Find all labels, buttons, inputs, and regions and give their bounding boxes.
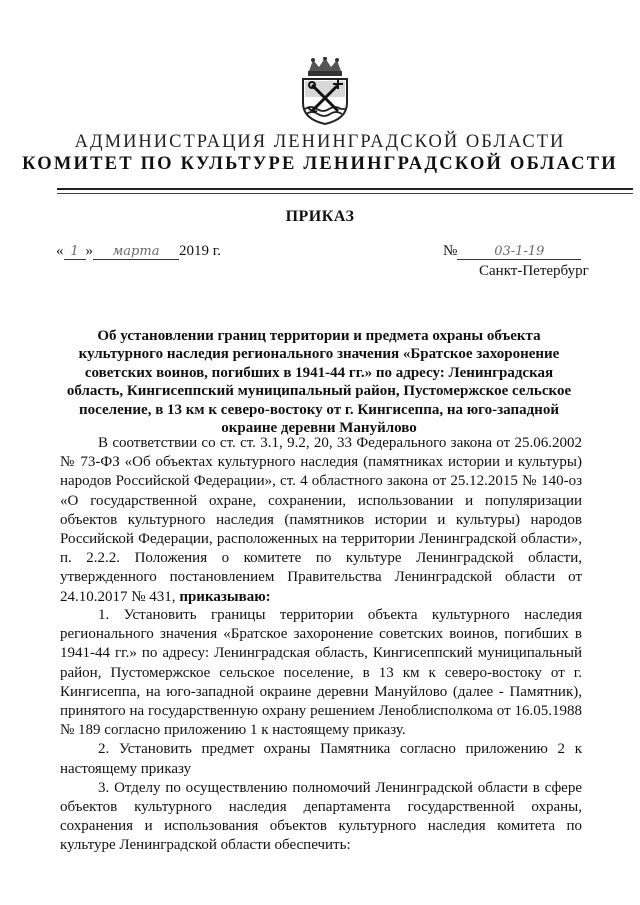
- order-item-2: 2. Установить предмет охраны Памятника согласно приложению 2 к настоящему приказу: [60, 741, 582, 777]
- date-year: 2019 г.: [179, 243, 221, 259]
- document-number: [443, 243, 581, 260]
- preamble-paragraph: [60, 434, 582, 607]
- document-title: Об установлении границ территории и предмета охраны объекта культурного наследия регионального значения «Братское захоронение советских воинов, погибших в 1941-44 гг.» по адресу: Ленинградская область, Кингисеппский муниципальный район, Пустомержское сельское поселение, в 13 км к северо-востоку от г. Кингисеппа, на юго-западной окраине деревни Мануйлово: [66, 328, 572, 437]
- document-city: Санкт-Петербург: [479, 263, 589, 279]
- coat-of-arms-icon: [297, 57, 353, 125]
- committee-name: КОМИТЕТ ПО КУЛЬТУРЕ ЛЕНИНГРАДСКОЙ ОБЛАСТИ: [22, 154, 618, 174]
- organization-name: АДМИНИСТРАЦИЯ ЛЕНИНГРАДСКОЙ ОБЛАСТИ: [74, 132, 566, 152]
- document-date: [56, 243, 221, 260]
- date-month: марта: [93, 244, 179, 260]
- order-item-1: 1. Установить границы территории объекта культурного наследия регионального значения «Братское захоронение советских воинов, погибших в 1941-44 гг.» по адресу: Ленинградская область, Кингисеппский муниципальный район, Пустомержское сельское поселение, в 13 км к северо-востоку от г. Кингисеппа, на юго-западной окраине деревни Мануйлово (далее - Памятник), принятого на государственную охрану решением Леноблисполкома от 16.05.1988 № 189 согласно приложению 1 к настоящему приказу.: [60, 607, 582, 739]
- date-day: 1: [64, 244, 86, 260]
- order-items: [60, 606, 582, 856]
- order-word: приказываю:: [179, 588, 271, 605]
- date-open-quote: «: [56, 243, 64, 259]
- number-prefix: №: [443, 243, 458, 259]
- header-divider-thin: [57, 193, 633, 194]
- header-divider: [57, 188, 633, 190]
- date-close-quote: »: [85, 243, 93, 259]
- order-item-3: 3. Отделу по осуществлению полномочий Ленинградской области в сфере объектов культурного наследия департамента государственной охраны, сохранения и использования объектов культурного наследия комитета по культуре Ленинградской области обеспечить:: [60, 779, 582, 854]
- number-value: 03-1-19: [457, 244, 581, 260]
- document-type: ПРИКАЗ: [285, 208, 355, 225]
- preamble-text: В соответствии со ст. ст. 3.1, 9.2, 20, 33 Федерального закона от 25.06.2002 № 73-ФЗ «Об объектах культурного наследия (памятниках истории и культуры) народов Российской Федерации», ст. 4 областного закона от 25.12.2015 № 140-оз «О государственной охране, сохранении, использовании и популяризации объектов культурного наследия (памятников истории и культуры) народов Российской Федерации, расположенных на территории Ленинградской области», п. 2.2.2. Положения о комитете по культуре Ленинградской области, утвержденного постановлением Правительства Ленинградской области от 24.10.2017 № 431,: [60, 435, 582, 605]
